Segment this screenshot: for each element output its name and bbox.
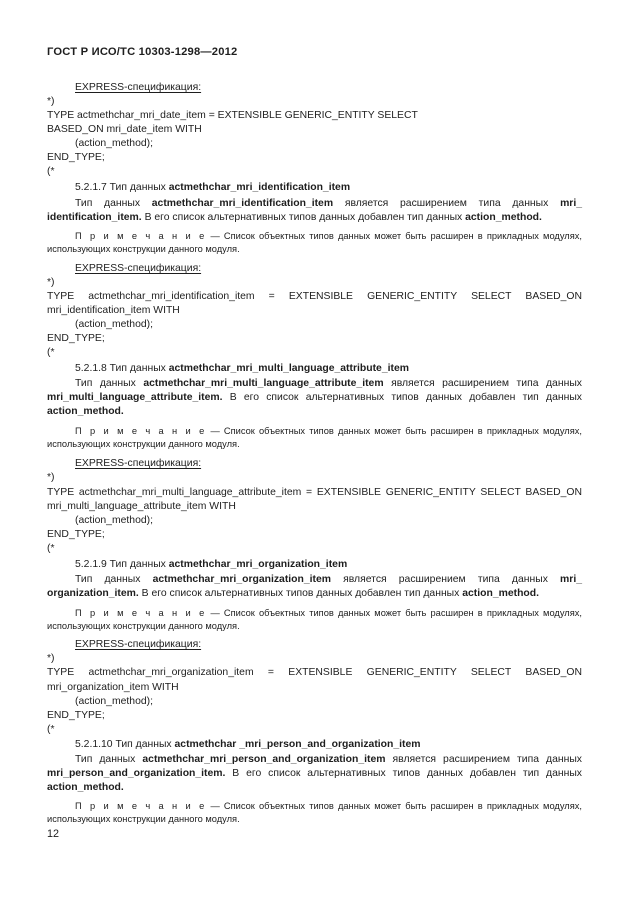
- with-clause: (action_method);: [75, 515, 153, 526]
- note-line: использующих конструкции данного модуля.: [47, 814, 240, 824]
- express-spec-label: EXPRESS-спецификация:: [75, 458, 202, 469]
- note-line: П р и м е ч а н и е — Список объектных типов данных может быть расширен в прикладных модулях,: [75, 231, 582, 241]
- section-paragraph-line: action_method.: [47, 782, 124, 793]
- end-type: END_TYPE;: [47, 152, 105, 163]
- with-clause: (action_method);: [75, 138, 153, 149]
- section-heading: 5.2.1.7 Тип данных actmethchar_mri_identification_item: [75, 182, 351, 193]
- type-declaration-line: BASED_ON mri_date_item WITH: [47, 124, 202, 135]
- note-line: использующих конструкции данного модуля.: [47, 244, 240, 254]
- comment-open: (*: [47, 724, 55, 735]
- section-paragraph-line: identification_item. В его список альтернативных типов данных добавлен тип данных action_method.: [47, 212, 542, 223]
- section-paragraph-line: mri_multi_language_attribute_item. В его список альтернативных типов данных добавлен тип данных: [47, 392, 582, 403]
- type-declaration-line: TYPE actmethchar_mri_identification_item = EXTENSIBLE GENERIC_ENTITY SELECT BASED_ON: [47, 291, 582, 302]
- section-paragraph-line: Тип данных actmethchar_mri_organization_item является расширением типа данных mri_: [75, 574, 582, 585]
- section-paragraph-line: mri_person_and_organization_item. В его список альтернативных типов данных добавлен тип данных: [47, 768, 582, 779]
- comment-close: *): [47, 277, 55, 288]
- comment-open: (*: [47, 543, 55, 554]
- with-clause: (action_method);: [75, 319, 153, 330]
- end-type: END_TYPE;: [47, 710, 105, 721]
- note-line: использующих конструкции данного модуля.: [47, 621, 240, 631]
- type-declaration-line: mri_identification_item WITH: [47, 305, 180, 316]
- express-spec-label: EXPRESS-спецификация:: [75, 263, 202, 274]
- comment-close: *): [47, 653, 55, 664]
- document-header: ГОСТ Р ИСО/ТС 10303-1298—2012: [47, 46, 238, 58]
- note-line: П р и м е ч а н и е — Список объектных типов данных может быть расширен в прикладных модулях,: [75, 426, 582, 436]
- express-spec-label: EXPRESS-спецификация:: [75, 82, 202, 93]
- with-clause: (action_method);: [75, 696, 153, 707]
- section-paragraph-line: Тип данных actmethchar_mri_multi_language_attribute_item является расширением типа данных: [75, 378, 582, 389]
- end-type: END_TYPE;: [47, 529, 105, 540]
- section-paragraph-line: organization_item. В его список альтернативных типов данных добавлен тип данных action_method.: [47, 588, 540, 599]
- comment-open: (*: [47, 347, 55, 358]
- section-paragraph-line: Тип данных actmethchar_mri_person_and_organization_item является расширением типа данных: [75, 754, 582, 765]
- note-line: П р и м е ч а н и е — Список объектных типов данных может быть расширен в прикладных модулях,: [75, 608, 582, 618]
- type-declaration-line: mri_organization_item WITH: [47, 682, 179, 693]
- type-declaration-line: TYPE actmethchar_mri_date_item = EXTENSIBLE GENERIC_ENTITY SELECT: [47, 110, 418, 121]
- section-paragraph-line: action_method.: [47, 406, 124, 417]
- type-declaration-line: TYPE actmethchar_mri_organization_item = EXTENSIBLE GENERIC_ENTITY SELECT BASED_ON: [47, 667, 582, 678]
- express-spec-label: EXPRESS-спецификация:: [75, 639, 202, 650]
- comment-close: *): [47, 96, 55, 107]
- section-paragraph-line: Тип данных actmethchar_mri_identification_item является расширением типа данных mri_: [75, 198, 583, 209]
- comment-open: (*: [47, 166, 55, 177]
- end-type: END_TYPE;: [47, 333, 105, 344]
- page-number: 12: [47, 828, 60, 840]
- section-heading: 5.2.1.10 Тип данных actmethchar _mri_person_and_organization_item: [75, 739, 421, 750]
- note-line: П р и м е ч а н и е — Список объектных типов данных может быть расширен в прикладных модулях,: [75, 801, 582, 811]
- comment-close: *): [47, 472, 55, 483]
- note-line: использующих конструкции данного модуля.: [47, 439, 240, 449]
- type-declaration-line: mri_multi_language_attribute_item WITH: [47, 501, 236, 512]
- type-declaration-line: TYPE actmethchar_mri_multi_language_attribute_item = EXTENSIBLE GENERIC_ENTITY SELECT BASED_ON: [47, 487, 582, 498]
- section-heading: 5.2.1.8 Тип данных actmethchar_mri_multi_language_attribute_item: [75, 363, 409, 374]
- section-heading: 5.2.1.9 Тип данных actmethchar_mri_organization_item: [75, 559, 348, 570]
